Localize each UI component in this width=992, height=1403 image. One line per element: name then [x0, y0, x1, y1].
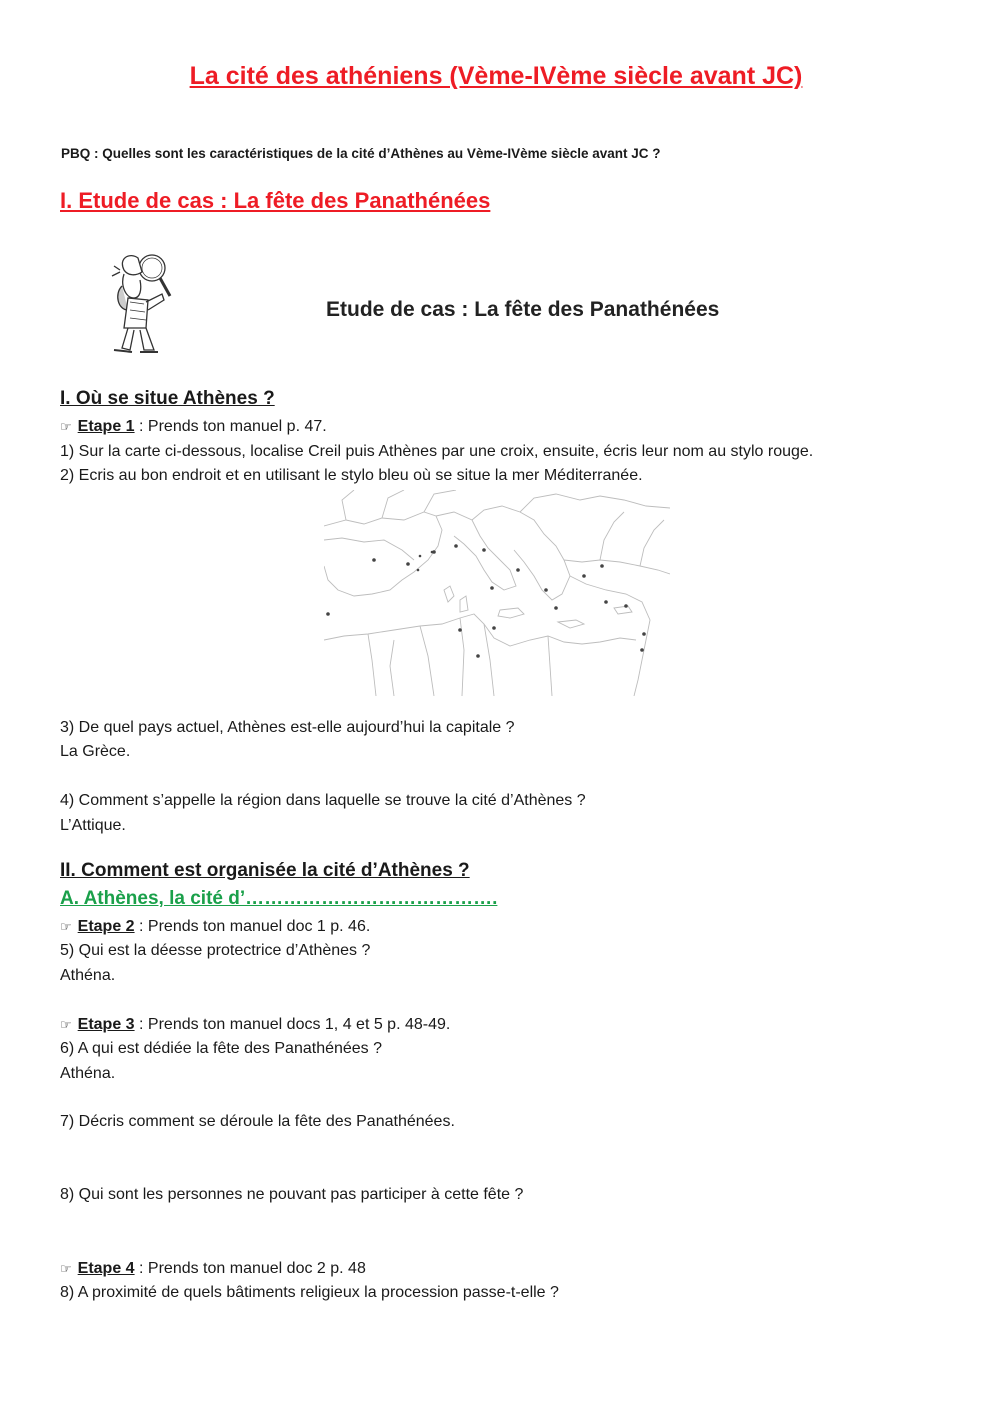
pointing-hand-icon: ☞	[60, 920, 72, 935]
question-8b: 8) A proximité de quels bâtiments religieux la procession passe-t-elle ?	[60, 1284, 559, 1301]
question-2: 2) Ecris au bon endroit et en utilisant le stylo bleu où se situe la mer Méditerranée.	[60, 467, 643, 484]
answer-6: Athéna.	[60, 1065, 116, 1082]
answer-5: Athéna.	[60, 967, 116, 984]
part2-subheading: A. Athènes, la cité d’………………………………….	[60, 888, 498, 909]
pointing-hand-icon: ☞	[60, 420, 72, 435]
question-6: 6) A qui est dédiée la fête des Panathénées ?	[60, 1040, 383, 1057]
step-3-label: Etape 3	[77, 1016, 135, 1033]
pointing-hand-icon: ☞	[60, 1018, 72, 1033]
question-1: 1) Sur la carte ci-dessous, localise Creil puis Athènes par une croix, ensuite, écris leur nom au stylo rouge.	[60, 443, 814, 460]
mediterranean-blank-map	[324, 490, 670, 696]
detective-mascot-illustration	[108, 250, 180, 358]
question-3: 3) De quel pays actuel, Athènes est-elle aujourd’hui la capitale ?	[60, 719, 515, 736]
question-8a: 8) Qui sont les personnes ne pouvant pas participer à cette fête ?	[60, 1186, 524, 1203]
page-title: La cité des athéniens (Vème-IVème siècle avant JC)	[189, 62, 803, 90]
question-7: 7) Décris comment se déroule la fête des Panathénées.	[60, 1113, 455, 1130]
step-4-label: Etape 4	[77, 1260, 135, 1277]
step-2-line	[60, 917, 370, 938]
step-3-text: : Prends ton manuel docs 1, 4 et 5 p. 48-49.	[134, 1016, 451, 1033]
step-2-text: : Prends ton manuel doc 1 p. 46.	[134, 918, 371, 935]
pointing-hand-icon: ☞	[60, 1262, 72, 1277]
step-1-text: : Prends ton manuel p. 47.	[134, 418, 327, 435]
step-3-line	[60, 1015, 450, 1036]
step-2-label: Etape 2	[77, 918, 135, 935]
case-study-title: Etude de cas : La fête des Panathénées	[326, 298, 720, 321]
question-5: 5) Qui est la déesse protectrice d’Athènes ?	[60, 942, 371, 959]
section-heading-case-study: I. Etude de cas : La fête des Panathénées	[60, 188, 491, 213]
step-1-label: Etape 1	[77, 418, 135, 435]
answer-4: L’Attique.	[60, 817, 126, 834]
step-4-text: : Prends ton manuel doc 2 p. 48	[134, 1260, 366, 1277]
step-1-line	[60, 417, 327, 438]
step-4-line	[60, 1259, 366, 1280]
part2-heading: II. Comment est organisée la cité d’Athènes ?	[60, 860, 470, 881]
question-4: 4) Comment s’appelle la région dans laquelle se trouve la cité d’Athènes ?	[60, 792, 586, 809]
part1-heading: I. Où se situe Athènes ?	[60, 388, 275, 409]
answer-3: La Grèce.	[60, 743, 131, 760]
problem-question: PBQ : Quelles sont les caractéristiques de la cité d’Athènes au Vème-IVème siècle avant JC ?	[61, 146, 661, 161]
